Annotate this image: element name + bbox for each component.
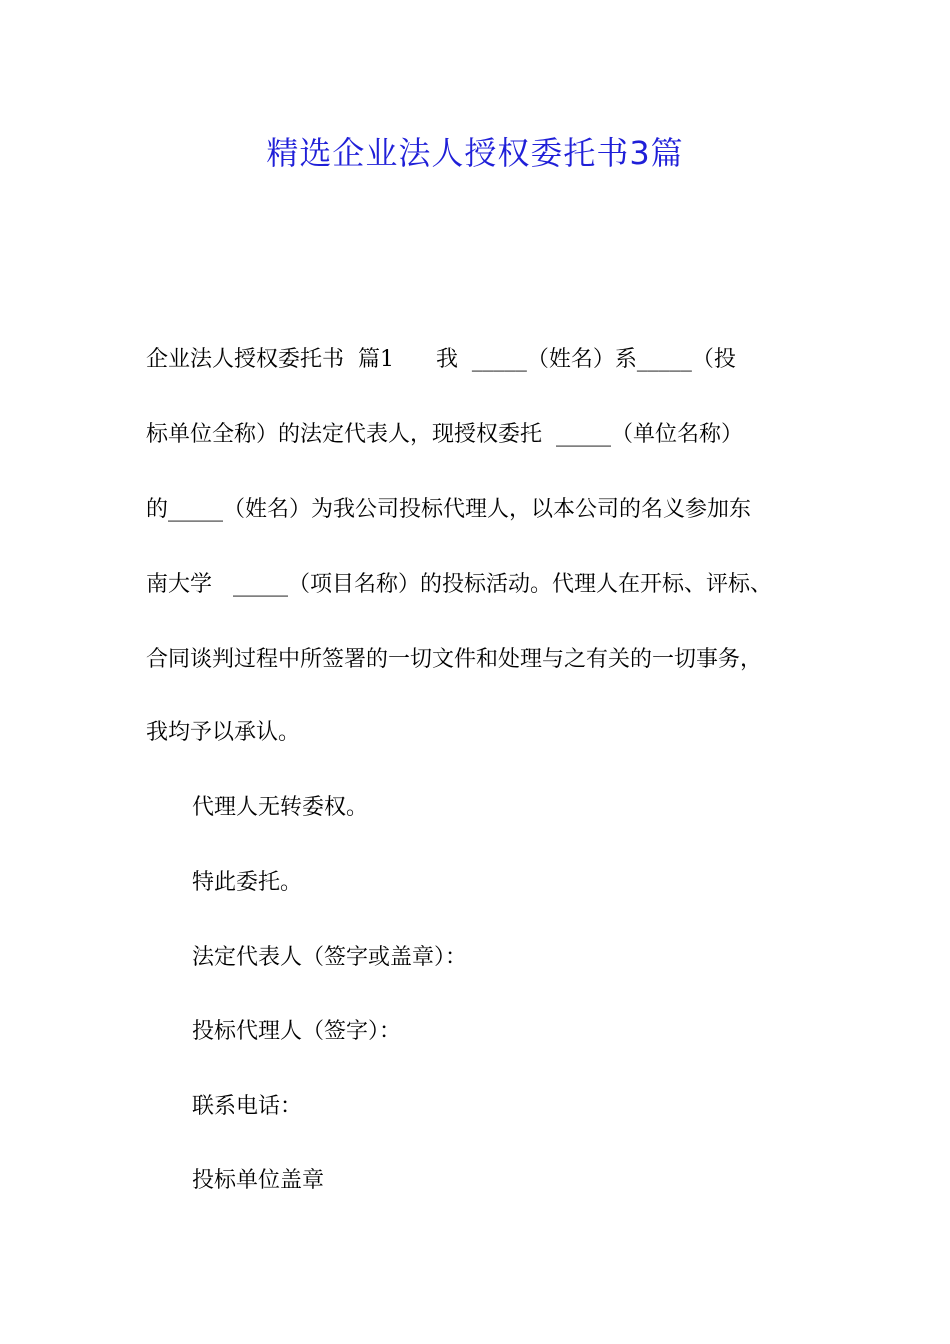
contact-phone-label: 联系电话： xyxy=(192,1094,303,1119)
body-line: 我均予以承认。 xyxy=(146,720,301,745)
document-title: 精选企业法人授权委托书3篇 xyxy=(266,134,684,172)
body-line: 标单位全称）的法定代表人，现授权委托 _____（单位名称） xyxy=(146,422,743,447)
body-line: 的_____（姓名）为我公司投标代理人，以本公司的名义参加东 xyxy=(146,497,752,522)
signature-legal-representative: 法定代表人（签字或盖章）： xyxy=(192,945,468,970)
clause-hereby-authorize: 特此委托。 xyxy=(192,870,303,895)
bidder-seal-label: 投标单位盖章 xyxy=(192,1168,325,1193)
clause-no-subdelegation: 代理人无转委权。 xyxy=(192,795,369,820)
body-line: 企业法人授权委托书 篇1 我 _____（姓名）系_____（投 xyxy=(146,347,736,372)
body-line: 合同谈判过程中所签署的一切文件和处理与之有关的一切事务， xyxy=(146,647,763,672)
signature-bidding-agent: 投标代理人（签字）： xyxy=(192,1019,402,1044)
body-line: 南大学 _____（项目名称）的投标活动。代理人在开标、评标、 xyxy=(146,572,772,597)
